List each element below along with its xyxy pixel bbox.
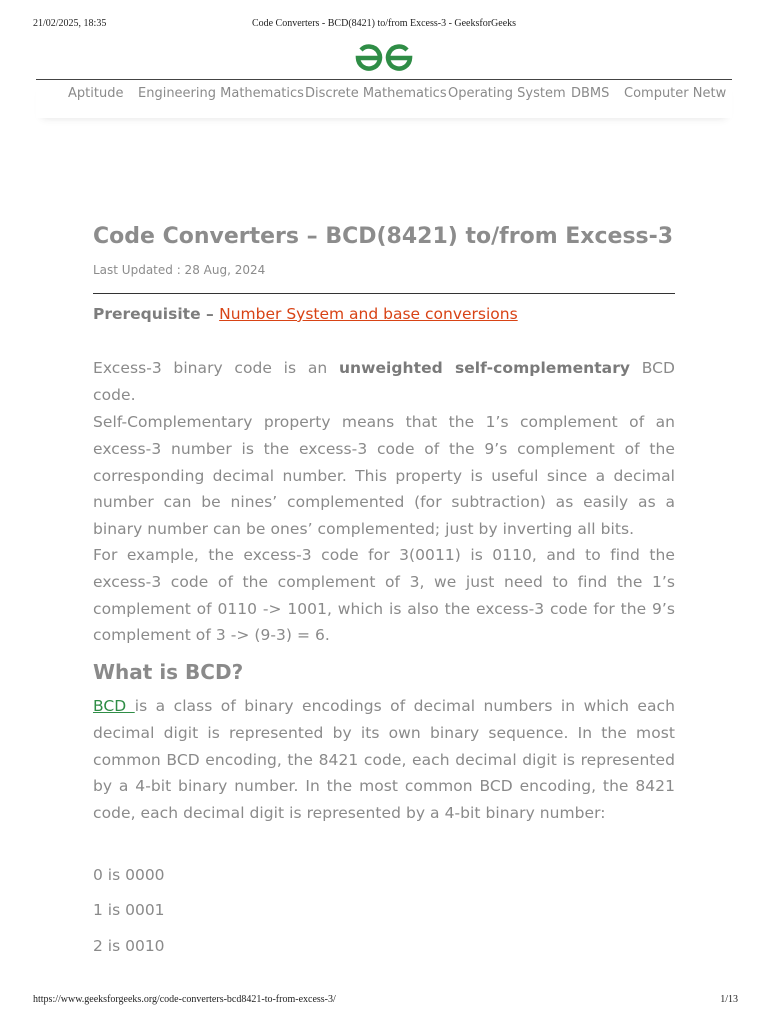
geeksforgeeks-logo-icon[interactable]: [354, 42, 414, 72]
print-page-number: 1/13: [720, 994, 738, 1005]
bcd-link[interactable]: BCD: [93, 697, 135, 715]
nav-item-engineering-mathematics[interactable]: Engineering Mathematics: [138, 86, 304, 101]
nav-item-computer-networks[interactable]: Computer Netw: [624, 86, 727, 101]
intro-text-end: BCD code.: [93, 359, 675, 404]
prerequisite-line: [93, 305, 518, 323]
intro-paragraph: [93, 355, 675, 409]
nav-item-aptitude[interactable]: Aptitude: [68, 86, 124, 101]
bcd-paragraph: [93, 693, 675, 827]
example-paragraph: For example, the excess-3 code for 3(0011) is 0110, and to find the excess-3 code of the complement of 3, we just need to find the 1’s complement of 0110 -> 1001, which is also the excess-3 code for the 9’s complement of 3 -> (9-3) = 6.: [93, 546, 675, 645]
print-url: https://www.geeksforgeeks.org/code-converters-bcd8421-to-from-excess-3/: [33, 994, 336, 1005]
bcd-digit-2: 2 is 0010: [93, 937, 165, 955]
prerequisite-link[interactable]: Number System and base conversions: [219, 305, 518, 323]
bcd-digit-1: 1 is 0001: [93, 901, 165, 919]
nav-item-dbms[interactable]: DBMS: [571, 86, 610, 101]
intro-bold-text: unweighted self-complementary: [338, 359, 631, 377]
top-nav: [36, 80, 732, 118]
nav-item-discrete-mathematics[interactable]: Discrete Mathematics: [305, 86, 447, 101]
article-title: Code Converters – BCD(8421) to/from Excess-3: [93, 224, 674, 249]
print-datetime: 21/02/2025, 18:35: [33, 18, 107, 29]
nav-item-operating-system[interactable]: Operating System: [448, 86, 566, 101]
bcd-digit-0: 0 is 0000: [93, 866, 165, 884]
intro-text-start: Excess-3 binary code is an: [93, 359, 339, 377]
last-updated: Last Updated : 28 Aug, 2024: [93, 263, 266, 277]
print-doc-title: Code Converters - BCD(8421) to/from Excess-3 - GeeksforGeeks: [251, 18, 517, 29]
title-divider: [93, 293, 675, 294]
section-heading-what-is-bcd: What is BCD?: [93, 660, 244, 684]
self-complementary-paragraph: Self-Complementary property means that the 1’s complement of an excess-3 number is the excess-3 code of the 9’s complement of the corresponding decimal number. This property is useful since a decimal number can be nines’ complemented (for subtraction) as easily as a binary number can be ones’ complemented; just by inverting all bits.: [93, 413, 675, 539]
bcd-paragraph-text: is a class of binary encodings of decimal numbers in which each decimal digit is represented by its own binary sequence. In the most common BCD encoding, the 8421 code, each decimal digit is represented by a 4-bit binary number. In the most common BCD encoding, the 8421 code, each decimal digit is represented by a 4-bit binary number:: [93, 697, 676, 823]
prerequisite-label: Prerequisite –: [93, 305, 220, 323]
